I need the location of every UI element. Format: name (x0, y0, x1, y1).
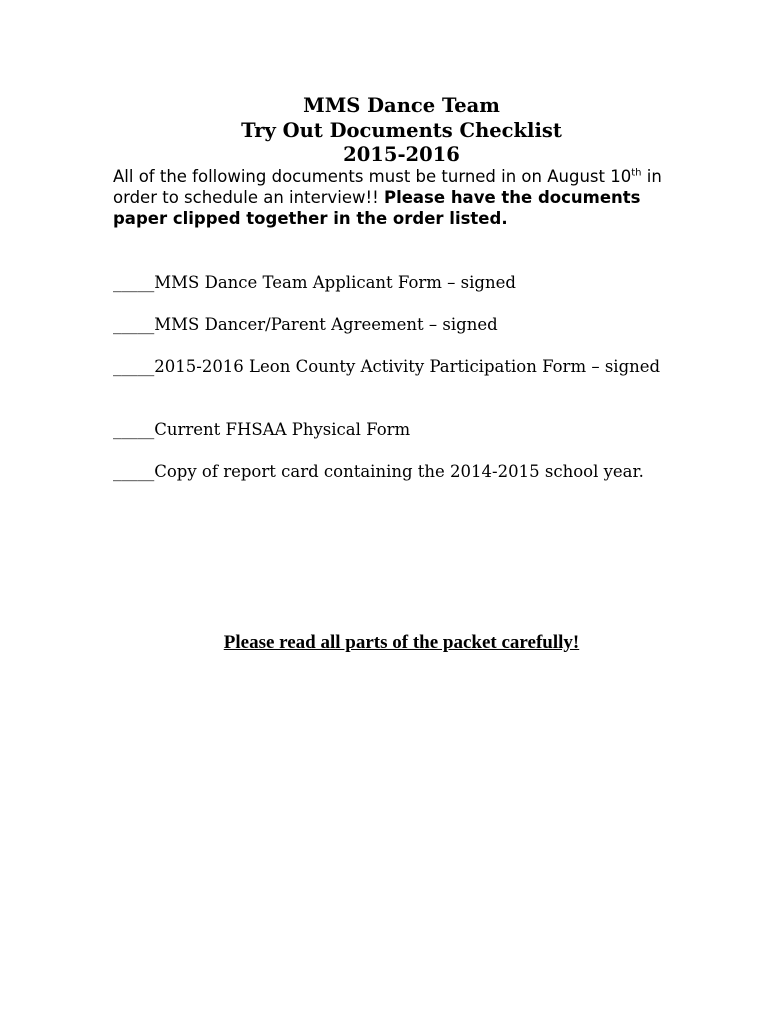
checklist-item-participation-form (113, 356, 693, 377)
checklist-blank: _____ (113, 273, 155, 292)
checklist-item-text: MMS Dance Team Applicant Form – signed (154, 273, 516, 292)
intro-text-part2: in order to schedule an interview!! (113, 167, 662, 207)
checklist-item-report-card (113, 461, 693, 482)
checklist-item-physical-form (113, 419, 693, 440)
intro-paragraph (113, 166, 693, 229)
checklist-blank: _____ (113, 420, 155, 439)
title-line-checklist: Try Out Documents Checklist (241, 118, 562, 142)
intro-superscript: th (631, 167, 642, 179)
title-line-team: MMS Dance Team (303, 94, 500, 117)
intro-bold-instruction: Please have the documents paper clipped together in the order listed. (113, 188, 641, 228)
title-line-year: 2015-2016 (343, 143, 460, 166)
checklist-item-text: 2015-2016 Leon County Activity Participation Form – signed (154, 357, 661, 376)
intro-text-part1: All of the following documents must be turned in on August 10 (113, 167, 632, 186)
checklist-item-applicant-form (113, 272, 693, 293)
checklist-blank: _____ (113, 315, 155, 334)
checklist-item-text: Current FHSAA Physical Form (154, 420, 411, 439)
checklist-blank: _____ (113, 462, 155, 481)
checklist-item-text: Copy of report card containing the 2014-2015 school year. (154, 462, 644, 481)
checklist-item-text: MMS Dancer/Parent Agreement – signed (154, 315, 498, 334)
document-title (113, 94, 690, 168)
footer-note: Please read all parts of the packet carefully! (223, 632, 580, 653)
checklist-item-agreement (113, 314, 693, 335)
checklist-blank: _____ (113, 357, 155, 376)
